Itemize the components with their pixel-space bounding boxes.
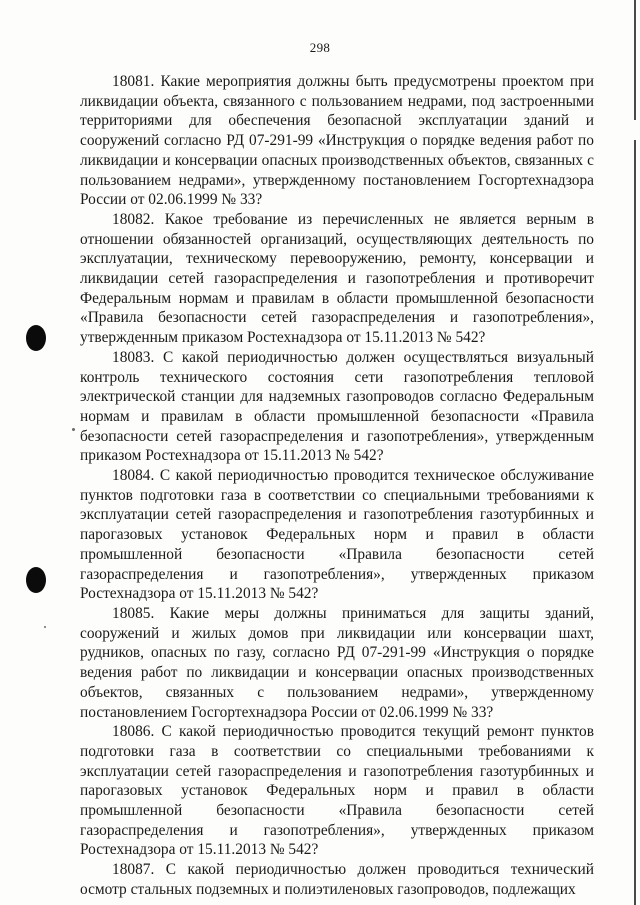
punch-hole-top: [26, 325, 46, 351]
question-18082: 18082. Какое требование из перечисленных не является верным в отношении обязанностей организаций, осуществляющих деятельность по эксплуатации, техническому перевооружению, ремонту, консервации и ликвидации сетей газораспределения и газопотребления и противоречит Федеральным нормам и правилам в области промышленной безопасности «Правила безопасности сетей газораспределения и газопотребления», утвержденным приказом Ростехнадзора от 15.11.2013 № 542?: [80, 210, 594, 347]
question-18087: 18087. С какой периодичностью должен проводиться технический осмотр стальных подземных и полиэтиленовых газопроводов, подлежащих: [80, 861, 594, 898]
question-18081: 18081. Какие мероприятия должны быть предусмотрены проектом при ликвидации объекта, связанного с пользованием недрами, под застроенными территориями для обеспечения безопасной эксплуатации зданий и сооружений согласно РД 07-291-99 «Инструкция о порядке ведения работ по ликвидации и консервации опасных производственных объектов, связанных с пользованием недрами», утвержденному постановлением Госгортехнадзора России от 02.06.1999 № 33?: [80, 73, 594, 209]
scan-speck: [72, 428, 75, 431]
question-18085: 18085. Какие меры должны приниматься для защиты зданий, сооружений и жилых домов при ликвидации или консервации шахт, рудников, опасных по газу, согласно РД 07-291-99 «Инструкция о порядке ведения работ по ликвидации и консервации опасных производственных объектов, связанных с пользованием недрами», утвержденному постановлением Госгортехнадзора России от 02.06.1999 № 33?: [80, 604, 594, 721]
question-18083: 18083. С какой периодичностью должен осуществляться визуальный контроль технического состояния сети газопотребления тепловой электрической станции для надземных газопроводов согласно Федеральным нормам и правилам в области промышленной безопасности «Правила безопасности сетей газораспределения и газопотребления», утвержденным приказом Ростехнадзора от 15.11.2013 № 542?: [80, 348, 594, 465]
page-number: 298: [309, 40, 331, 55]
scan-edge-line: [634, 0, 636, 905]
question-18084: 18084. С какой периодичностью проводится техническое обслуживание пунктов подготовки газа в соответствии со специальными требованиями к эксплуатации сетей газораспределения и газопотребления газотурбинных и парогазовых установок Федеральных норм и правил в области промышленной безопасности «Правила безопасности сетей газораспределения и газопотребления», утвержденных приказом Ростехнадзора от 15.11.2013 № 542?: [80, 467, 594, 603]
punch-hole-bottom: [26, 567, 46, 593]
question-18086: 18086. С какой периодичностью проводится текущий ремонт пунктов подготовки газа в соответствии со специальными требованиями к эксплуатации сетей газораспределения и газопотребления газотурбинных и парогазовых установок Федеральных норм и правил в области промышленной безопасности «Правила безопасности сетей газораспределения и газопотребления», утвержденных приказом Ростехнадзора от 15.11.2013 № 542?: [80, 723, 594, 859]
question-list: [80, 72, 594, 900]
scan-speck: [44, 626, 46, 628]
